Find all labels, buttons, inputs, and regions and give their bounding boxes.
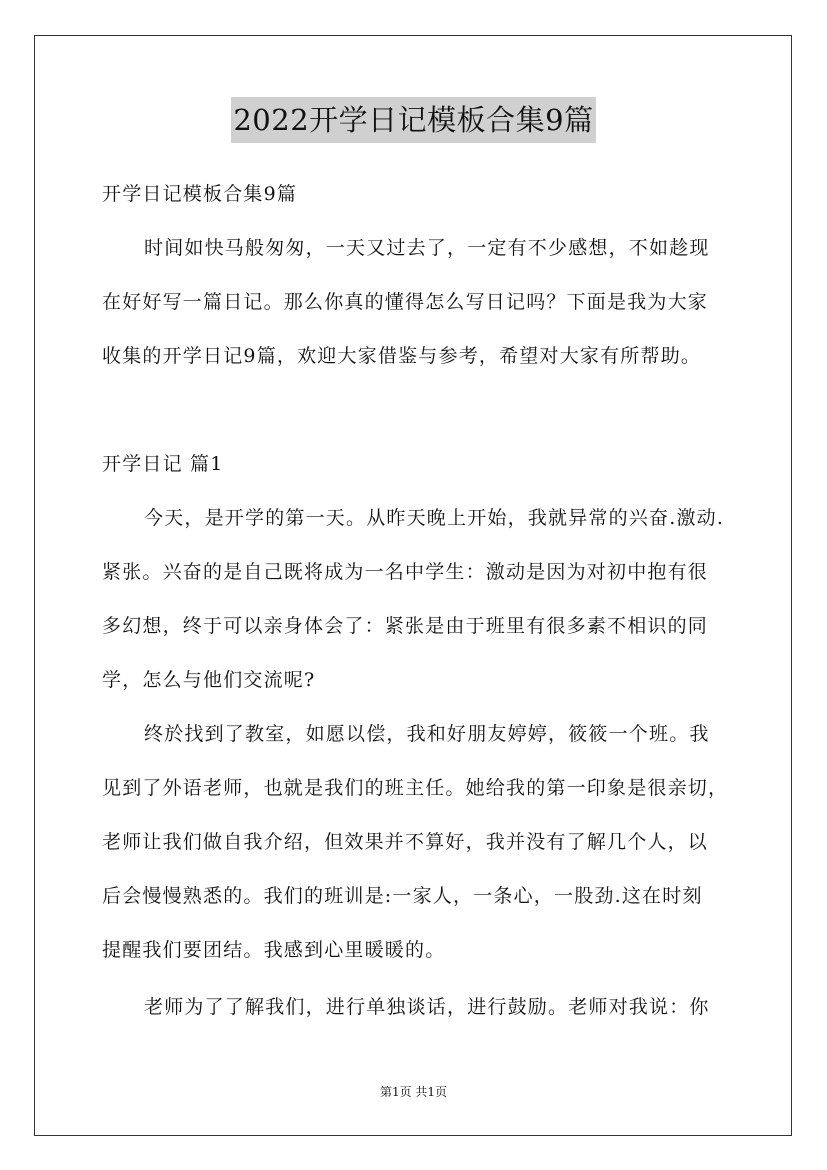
intro-line-2: 在好好写一篇日记。那么你真的懂得怎么写日记吗？下面是我为大家: [102, 291, 709, 313]
page-number-footer: 第1页 共1页: [379, 1085, 448, 1099]
title-container: [0, 97, 827, 143]
paragraph1-line-2: 紧张。兴奋的是自己既将成为一名中学生：激动是因为对初中抱有很: [102, 561, 709, 583]
paragraph2-line-4: 后会慢慢熟悉的。我们的班训是:一家人，一条心，一股劲.这在时刻: [102, 885, 703, 907]
paragraph2-line-5: 提醒我们要团结。我感到心里暖暖的。: [102, 939, 446, 961]
section-heading: 开学日记 篇1: [102, 453, 224, 475]
document-title: 2022开学日记模板合集9篇: [231, 97, 595, 143]
paragraph1-line-4: 学，怎么与他们交流呢?: [102, 669, 316, 691]
paragraph2-line-1: 终於找到了教室，如愿以偿，我和好朋友婷婷，筱筱一个班。我: [144, 723, 710, 745]
paragraph2-line-2: 见到了外语老师，也就是我们的班主任。她给我的第一印象是很亲切，: [102, 777, 729, 799]
intro-line-3: 收集的开学日记9篇，欢迎大家借鉴与参考，希望对大家有所帮助。: [102, 345, 702, 367]
paragraph3-line-1: 老师为了了解我们，进行单独谈话，进行鼓励。老师对我说：你: [144, 996, 710, 1018]
document-subtitle: 开学日记模板合集9篇: [102, 183, 298, 205]
paragraph1-line-1: 今天，是开学的第一天。从昨天晚上开始，我就异常的兴奋.激动.: [144, 507, 725, 529]
paragraph2-line-3: 老师让我们做自我介绍，但效果并不算好，我并没有了解几个人，以: [102, 831, 709, 853]
intro-line-1: 时间如快马般匆匆，一天又过去了，一定有不少感想，不如趁现: [144, 237, 710, 259]
paragraph1-line-3: 多幻想，终于可以亲身体会了：紧张是由于班里有很多素不相识的同: [102, 615, 709, 637]
